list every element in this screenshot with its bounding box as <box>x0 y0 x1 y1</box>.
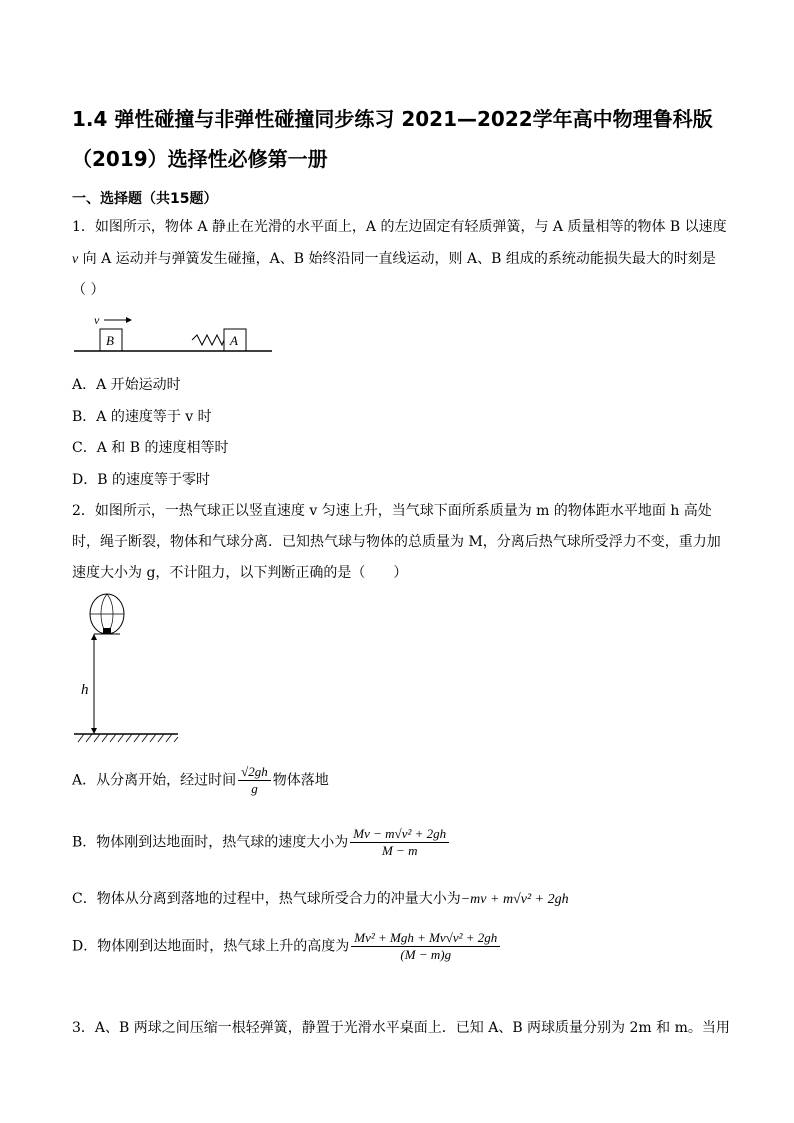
q1-text-line-2 <box>72 248 716 268</box>
q1-option-d: D．B 的速度等于零时 <box>72 472 210 488</box>
q2-option-b <box>72 826 451 859</box>
q2-figure <box>72 590 182 746</box>
spring-icon <box>192 335 224 345</box>
q2-option-d-fraction <box>351 930 500 963</box>
q2-option-a-numerator: √2gh <box>238 764 271 781</box>
q2-option-d-numerator: Mv² + Mgh + Mv√v² + 2gh <box>351 930 500 947</box>
q2-option-a-prefix: A．从分离开始，经过时间 <box>72 772 237 789</box>
q1-option-b: B．A 的速度等于 v 时 <box>72 409 212 425</box>
section-heading: 一、选择题（共15题） <box>72 191 218 207</box>
q2-text-line-1: 2．如图所示，一热气球正以竖直速度 v 匀速上升，当气球下面所系质量为 m 的物体距水平地面 h 高处 <box>72 503 712 519</box>
q1-figure <box>72 308 282 360</box>
q2-option-d-prefix: D．物体刚到达地面时，热气球上升的高度为 <box>72 938 350 955</box>
ground-hatch-icon <box>78 734 178 742</box>
q1-text-line-1: 1．如图所示，物体 A 静止在光滑的水平面上，A 的左边固定有轻质弹簧，与 A 质量相等的物体 B 以速度 <box>72 219 727 235</box>
q1-text-line-2-rest: 向 A 运动并与弹簧发生碰撞，A、B 始终沿同一直线运动，则 A、B 组成的系统动能损失最大的时刻是 <box>78 251 716 267</box>
q2-option-b-numerator: Mv − m√v² + 2gh <box>350 826 449 843</box>
height-label: h <box>81 682 89 698</box>
q2-option-c <box>72 888 569 908</box>
q2-option-a-denominator: g <box>251 781 258 796</box>
document-title-line-1: 1.4 弹性碰撞与非弹性碰撞同步练习 2021—2022学年高中物理鲁科版 <box>72 107 713 131</box>
q2-option-d <box>72 930 502 963</box>
q2-text-line-3: 速度大小为 g，不计阻力，以下判断正确的是（ ） <box>72 565 408 581</box>
height-arrow-up-icon <box>91 634 97 640</box>
block-a-label: A <box>230 333 238 348</box>
q1-velocity-var: v <box>72 252 79 267</box>
q2-option-d-denominator: (M − m)g <box>400 947 452 962</box>
q1-text-line-3: （ ） <box>72 282 105 298</box>
q2-option-a <box>72 764 329 797</box>
q1-option-a: A．A 开始运动时 <box>72 377 181 393</box>
q2-option-b-fraction <box>350 826 449 859</box>
q2-option-c-expression: −mv + m√v² + 2gh <box>460 892 569 907</box>
document-title-line-2: （2019）选择性必修第一册 <box>72 147 328 171</box>
q1-velocity-label: v <box>94 313 100 327</box>
q2-option-a-suffix: 物体落地 <box>272 772 329 789</box>
q3-text-line-1: 3．A、B 两球之间压缩一根轻弹簧，静置于光滑水平桌面上．已知 A、B 两球质量分别为 2m 和 m。当用 <box>72 1020 730 1036</box>
velocity-arrowhead-icon <box>126 317 132 323</box>
q2-option-a-fraction <box>238 764 271 797</box>
q2-text-line-2: 时，绳子断裂，物体和气球分离．已知热气球与物体的总质量为 M，分离后热气球所受浮力不变，重力加 <box>72 534 721 550</box>
q2-option-b-denominator: M − m <box>381 843 418 858</box>
block-b-label: B <box>106 333 114 348</box>
balloon-basket-icon <box>103 628 111 634</box>
q2-option-b-prefix: B．物体刚到达地面时，热气球的速度大小为 <box>72 834 349 851</box>
q1-option-c: C．A 和 B 的速度相等时 <box>72 440 229 456</box>
q2-option-c-prefix: C．物体从分离到落地的过程中，热气球所受合力的冲量大小为 <box>72 891 461 907</box>
height-arrow-down-icon <box>91 728 97 734</box>
